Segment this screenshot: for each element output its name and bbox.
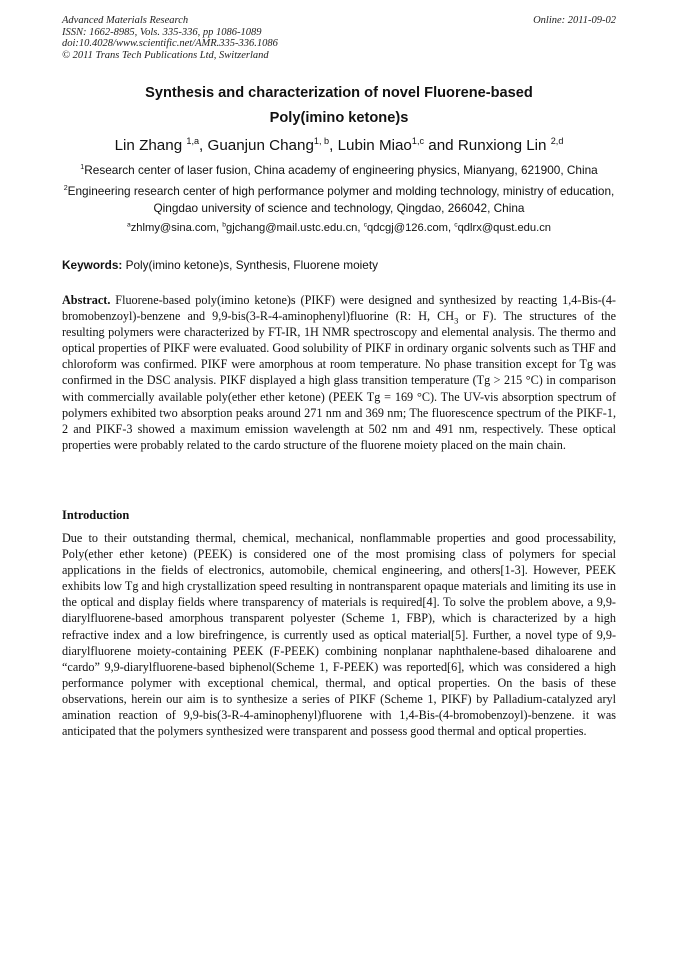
abstract-text: Fluorene-based poly(imino ketone)s (PIKF) were designed and synthesized by reacting 1,4-Bis-(4-bromobenzoyl)-benzene and 9,9-bis(3-R-4-aminophenyl)fluorine (R: H, CH	[62, 293, 616, 324]
affiliation-text: Engineering research center of high performance polymer and molding technology, ministry of education, Qingdao university of science and technology, Qingdao, 266042, China	[67, 184, 615, 215]
author-superscript: 2,d	[550, 135, 564, 146]
email-superscript: a	[126, 221, 131, 229]
keywords-text: Poly(imino ketone)s, Synthesis, Fluorene moiety	[122, 258, 379, 272]
author-name: Lin Zhang	[114, 137, 187, 154]
email-address: qdlrx@qust.edu.cn	[457, 222, 552, 234]
author-name: Lubin Miao	[337, 137, 412, 154]
author-name: Runxiong Lin	[457, 137, 551, 154]
abstract	[62, 292, 616, 453]
online-date: Online: 2011-09-02	[533, 15, 616, 26]
section-heading-introduction: Introduction	[62, 508, 130, 522]
subscript: 3	[454, 315, 459, 326]
email-address: zhlmy@sina.com,	[130, 222, 223, 234]
affiliation-superscript: 2	[63, 184, 68, 193]
author-superscript: 1, b	[313, 135, 330, 146]
abstract-text: or F). The structures of the resulting polymers were characterized by FT-IR, 1H NMR spectroscopy and elemental analysis. The thermo and optical properties of PIKF were evaluated. Good solubility of PIKF in ordinary organic solvents such as THF and chloroform was confirmed. PIKF were amorphous at room temperature. No phase transition except for Tg was confirmed in the DSC analysis. PIKF displayed a high glass transition temperature (Tg > 215 °C) in comparison with commercially available poly(ether ether ketone) (PEEK Tg = 169 °C). The UV-vis absorption spectrum of polymers exhibited two absorption peaks around 271 nm and 369 nm; The fluorescence spectrum of the PIKF-1, 2 and PIKF-3 showed a maximum emission wavelength at 502 nm and 491 nm, respectively. These optical properties were probably related to the cardo structure of the fluorene moiety placed on the main chain.	[62, 309, 616, 452]
affiliation-1	[40, 162, 638, 179]
email-superscript: c	[363, 221, 367, 229]
email-address: qdcgj@126.com,	[366, 222, 455, 234]
author-and: and	[428, 137, 454, 154]
title-line-2: Poly(imino ketone)s	[269, 110, 409, 126]
copyright-line: © 2011 Trans Tech Publications Ltd, Switzerland	[62, 49, 269, 61]
doi-line: doi:10.4028/www.scientific.net/AMR.335-336.1086	[62, 38, 278, 49]
journal-name: Advanced Materials Research	[62, 15, 189, 26]
issn-line: ISSN: 1662-8985, Vols. 335-336, pp 1086-1089	[62, 26, 262, 38]
affiliation-2	[40, 183, 638, 217]
affiliation-superscript: 1	[80, 163, 85, 172]
introduction-paragraph: Due to their outstanding thermal, chemical, mechanical, nonflammable properties and good processability, Poly(ether ether ketone) (PEEK) is considered one of the most promising class of polymers for special applications in the fields of electronics, automobile, chemical engineering, and others[1-3]. However, PEEK exhibits low Tg and high crystallization speed resulting in nontransparent opaque materials and limiting its use in the optical and display fields where transparency of materials is required[4]. To solve the problem above, a 9,9-diarylfluorene-based amorphous transparent polyester (Scheme 1, FBP), which is characterized by a high refractive index and a low birefringence, is currently used as optical material[5]. Further, a novel type of 9,9-diarylfluorene moiety-containing PEEK (F-PEEK) combining nonplanar naphthalene-based dihaloarene and “cardo” 9,9-diarylfluorene-based biphenol(Scheme 1, F-PEEK) was reported[6], which was considered a high performance polymer with exceptional chemical, thermal, and optical properties. On the basis of these observations, herein our aim is to synthesize a series of PIKF (Scheme 1, PIKF) by Palladium-catalyzed aryl amination reaction of 9,9-bis(3-R-4-aminophenyl)fluorene with 1,4-Bis-(4-bromobenzoyl)-benzene. it was anticipated that the polymers synthesized were transparent and possess good thermal and optical properties.	[62, 531, 616, 739]
author-superscript: 1,c	[411, 135, 425, 146]
keywords	[62, 257, 616, 273]
author-superscript: 1,a	[186, 135, 200, 146]
journal-header	[62, 15, 616, 61]
keywords-label: Keywords:	[62, 258, 123, 272]
author-list: Lin Zhang $^{1,a}$, Guanjun Chang$^{1, b}$, Lubin Miao$^{1,c}$ and Runxiong Lin $^{2,d}$	[114, 135, 564, 154]
author-emails	[40, 220, 638, 236]
email-superscript: b	[222, 221, 227, 229]
email-address: gjchang@mail.ustc.edu.cn,	[226, 222, 364, 234]
title-line-1: Synthesis and characterization of novel Fluorene-based	[145, 85, 533, 101]
affiliation-text: Research center of laser fusion, China academy of engineering physics, Mianyang, 621900, China	[84, 163, 598, 177]
abstract-label: Abstract.	[62, 293, 111, 307]
author-name: Guanjun Chang	[207, 137, 314, 154]
email-superscript: c	[454, 221, 458, 229]
paper-title	[62, 81, 616, 131]
